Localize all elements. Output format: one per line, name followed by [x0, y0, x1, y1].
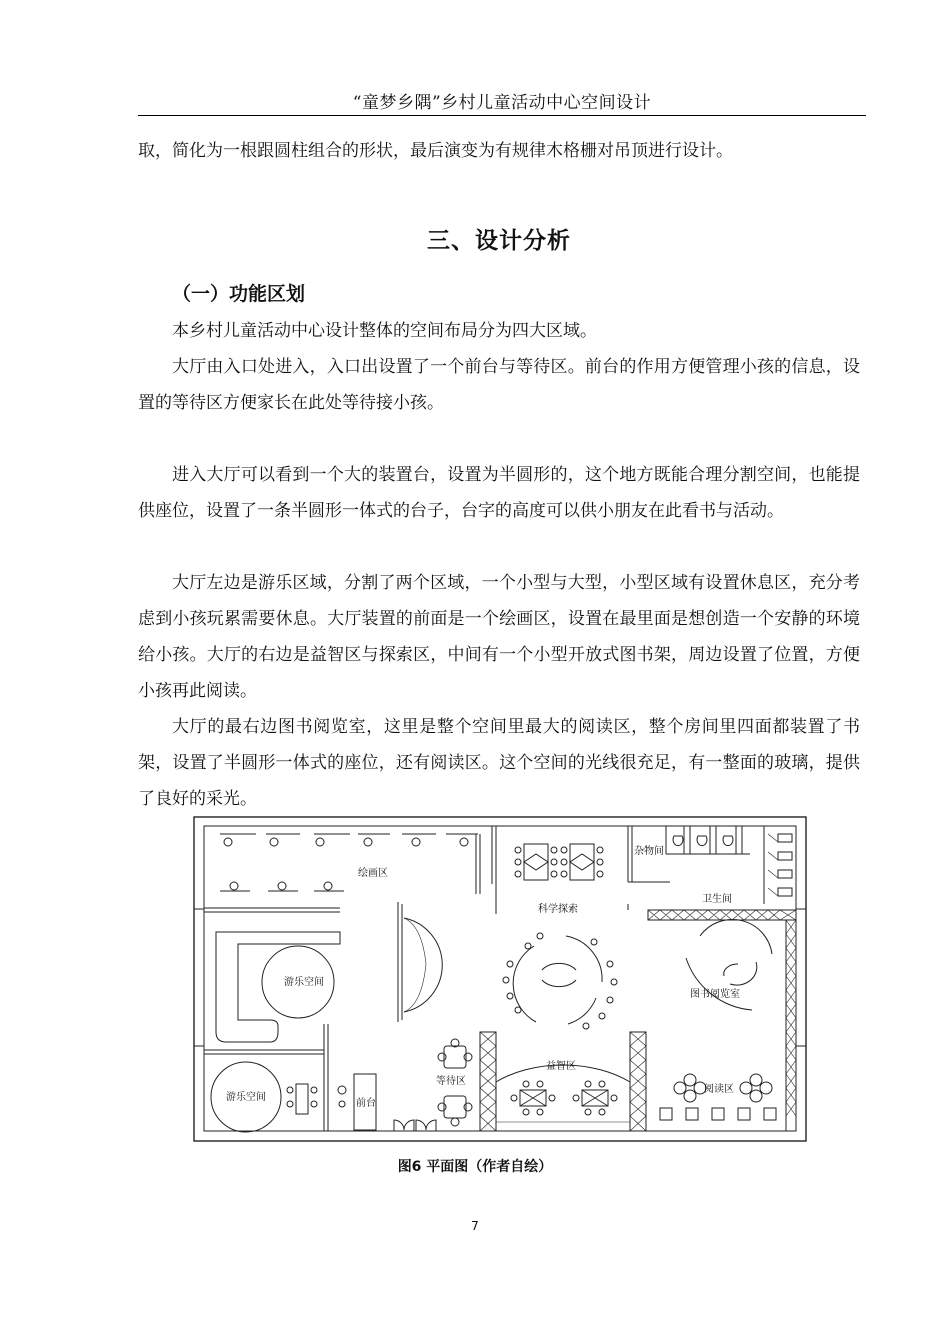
continued-paragraph: 取，简化为一根跟圆柱组合的形状，最后演变为有规律木格栅对吊顶进行设计。 — [138, 141, 733, 161]
paragraph-2: 大厅由入口处进入，入口出设置了一个前台与等待区。前台的作用方便管理小孩的信息，设置的等待区方便家长在此处等待接小孩。 — [138, 357, 860, 413]
label-reading: 阅读区 — [704, 1084, 734, 1095]
label-play-large: 游乐空间 — [284, 977, 324, 988]
paragraph-1: 本乡村儿童活动中心设计整体的空间布局分为四大区域。 — [172, 321, 597, 341]
subsection-title: （一）功能区划 — [172, 283, 306, 305]
label-front-desk: 前台 — [356, 1098, 376, 1109]
floor-plan-figure — [190, 814, 810, 1144]
paragraph-3: 进入大厅可以看到一个大的装置台，设置为半圆形的，这个地方既能合理分割空间，也能提供座位，设置了一条半圆形一体式的台子，台字的高度可以供小朋友在此看书与活动。 — [138, 465, 860, 521]
label-storage: 杂物间 — [634, 846, 664, 857]
header-rule — [138, 115, 866, 116]
figure-caption: 图6 平面图（作者自绘） — [397, 1159, 553, 1175]
running-header: “童梦乡隅”乡村儿童活动中心空间设计 — [352, 93, 652, 113]
label-painting: 绘画区 — [358, 868, 388, 879]
label-waiting: 等待区 — [436, 1076, 466, 1087]
paragraph-4: 大厅左边是游乐区域，分割了两个区域，一个小型与大型，小型区域有设置休息区，充分考虑到小孩玩累需要休息。大厅装置的前面是一个绘画区，设置在最里面是想创造一个安静的环境给小孩。大厅的右边是益智区与探索区，中间有一个小型开放式图书架，周边设置了位置，方便小孩再此阅读。 — [138, 573, 860, 701]
label-puzzle: 益智区 — [546, 1061, 576, 1072]
page-number: 7 — [471, 1219, 479, 1233]
label-science: 科学探索 — [538, 904, 578, 915]
paragraph-5: 大厅的最右边图书阅览室，这里是整个空间里最大的阅读区，整个房间里四面都装置了书架，设置了半圆形一体式的座位，还有阅读区。这个空间的光线很充足，有一整面的玻璃，提供了良好的采光。 — [138, 717, 860, 809]
section-title: 三、设计分析 — [427, 228, 571, 254]
label-play-small: 游乐空间 — [226, 1092, 266, 1103]
label-library: 图书阅览室 — [690, 989, 740, 1000]
label-restroom: 卫生间 — [702, 894, 732, 905]
